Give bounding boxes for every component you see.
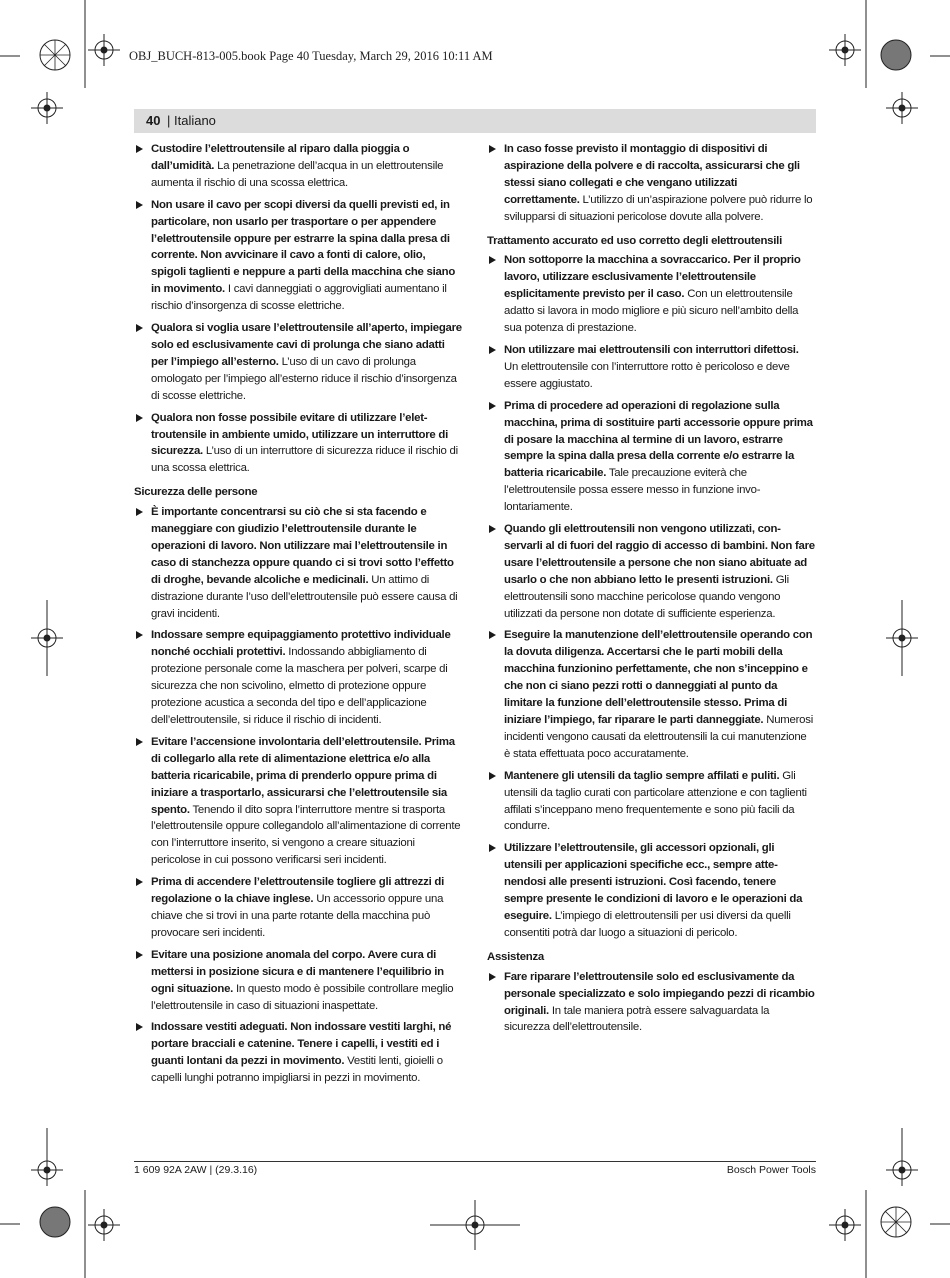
triangle-bullet-icon xyxy=(489,145,496,153)
footer-brand: Bosch Power Tools xyxy=(726,1164,816,1176)
left-column xyxy=(134,141,462,1092)
bullet-body-text: Tale precauzione eviterà che l’elettroutensile possa essere messo in funzione involontariamente. xyxy=(504,467,761,514)
section-title: | Italiano xyxy=(167,113,216,128)
bullet-bold-text: In caso fosse previsto il montaggio di dispositivi di aspirazione della polvere e di raccolta, assicurarsi che gli stessi siano collegati e che vengano utilizzati correttamente. xyxy=(504,143,800,206)
bullet-body-text: I cavi danneggiati o aggrovigliati aumentano il rischio d’insorgenza di scosse elettriche. xyxy=(151,283,447,313)
bullet-body-text: Vestiti lenti, gioielli o capelli lunghi potranno impigliarsi in pezzi in movimento. xyxy=(151,1055,443,1085)
bullet-bold-text: Qualora si voglia usare l’elettroutensile all’aperto, impiegare solo ed esclusivamente cavi di prolunga che siano adatti per l’impiego all’esterno. xyxy=(151,322,462,368)
bullet-body-text: L’uso di un interruttore di sicurezza riduce il rischio di una scossa elettrica. xyxy=(151,445,458,475)
bullet-body-text: Gli elettroutensili sono macchine pericolose quando vengono utilizzati da persone non dotate di sufficiente esperienza. xyxy=(504,573,789,620)
triangle-bullet-icon xyxy=(489,402,496,410)
bullet-body-text: L’uso di un cavo di prolunga omologato per l’impiego all’esterno riduce il rischio d’insorgenza di scosse elettriche. xyxy=(151,355,457,402)
triangle-bullet-icon xyxy=(489,631,496,639)
triangle-bullet-icon xyxy=(136,878,143,886)
bullet-item xyxy=(134,1019,462,1087)
bullet-bold-text: Evitare l’accensione involontaria dell’elettroutensile. Prima di collegarlo alla rete di alimentazione elettrica e/o alla batteria ricaricabile, prima di prenderlo oppure prima di iniziare a trasportarlo, assicurarsi che l’elettroutensile sia spento. xyxy=(151,735,455,816)
bullet-item xyxy=(134,947,462,1015)
triangle-bullet-icon xyxy=(489,525,496,533)
bullet-body-text: Un accessorio oppure una chiave che si trovi in una parte rotante della macchina può provocare seri incidenti. xyxy=(151,893,444,939)
bullet-bold-text: Fare riparare l’elettroutensile solo ed esclusivamente da personale specializzato e solo impiegando pezzi di ricambio originali. xyxy=(504,970,815,1017)
bullet-body-text: In questo modo è possibile controllare meglio l’elettroutensile in caso di situazioni inaspettate. xyxy=(151,982,454,1012)
triangle-bullet-icon xyxy=(136,951,143,959)
bullet-body-text: L’utilizzo di un’aspirazione polvere può ridurre lo svilupparsi di situazioni pericolose dovute alla polvere. xyxy=(504,193,813,223)
page-header xyxy=(134,109,816,133)
bullet-body-text: Indossando abbigliamento di protezione personale come la maschera per polveri, scarpe di sicurezza che non scivolino, elmetto di protezione oppure protezione acustica a seconda del tipo e dell’applicazione dell’elettroutensile, si riduce il rischio di incidenti. xyxy=(151,646,448,726)
bullet-bold-text: Prima di procedere ad operazioni di regolazione sulla macchina, prima di sostituire parti accessorie oppure prima di posare la macchina al termine di un lavoro, estrarre sempre la spina dalla presa della corrente e/o estrarre la batteria ricaricabile. xyxy=(504,399,813,480)
bullet-bold-text: Eseguire la manutenzione dell’elettroutensile operando con la dovuta diligenza. Accertarsi che le parti mobili della macchina funzionino perfettamente, che non s’inceppino e che non ci siano pezzi rotti o danneggiati al punto da limitare la funzione dell’elettroutensile stesso. Prima di iniziare l’impiego, far riparare le parti danneggiate. xyxy=(504,629,813,726)
triangle-bullet-icon xyxy=(489,844,496,852)
bullet-bold-text: Indossare sempre equipaggiamento protettivo individuale nonché occhiali protettivi. xyxy=(151,629,451,659)
bullet-item xyxy=(134,874,462,942)
bullet-body-text: Un elettroutensile con l’interruttore rotto è pericoloso e deve essere aggiustato. xyxy=(504,360,790,390)
bullet-item xyxy=(134,197,462,315)
bullet-bold-text: Non sottoporre la macchina a sovraccarico. Per il proprio lavoro, utilizzare esclusivamente l’elettroutensile esplicitamente previsto per il caso. xyxy=(504,254,801,301)
bullet-item xyxy=(134,734,462,869)
bullet-bold-text: Custodire l’elettroutensile al riparo dalla pioggia o dall’umidità. xyxy=(151,143,410,172)
triangle-bullet-icon xyxy=(136,201,143,209)
bullet-bold-text: Prima di accendere l’elettroutensile togliere gli attrezzi di regolazione o la chiave inglese. xyxy=(151,876,445,906)
bullet-bold-text: Non utilizzare mai elettroutensili con interruttori difettosi. xyxy=(504,343,799,356)
triangle-bullet-icon xyxy=(489,772,496,780)
bullet-item xyxy=(134,627,462,728)
bullet-item xyxy=(487,141,815,226)
triangle-bullet-icon xyxy=(136,631,143,639)
bullet-item xyxy=(134,504,462,622)
bullet-item xyxy=(487,521,815,622)
bullet-body-text: L’impiego di elettroutensili per usi diversi da quelli consentiti potrà dar luogo a situazioni di pericolo. xyxy=(504,909,791,939)
bullet-item xyxy=(134,141,462,192)
footer-rule xyxy=(134,1161,816,1162)
triangle-bullet-icon xyxy=(136,738,143,746)
page-number: 40 xyxy=(146,113,161,128)
bullet-body-text: La penetrazione dell’acqua in un elettroutensile aumenta il rischio di una scossa elettrica. xyxy=(151,159,444,189)
bullet-bold-text: Utilizzare l’elettroutensile, gli accessori opzionali, gli utensili per applicazioni specifiche ecc., sempre attenendosi alle presenti istruzioni. Così facendo, tenere sempre presente le condizioni di lavoro e le operazioni da eseguire. xyxy=(504,842,803,922)
bullet-bold-text: Quando gli elettroutensili non vengono utilizzati, conservarli al di fuori del raggio di accesso di bambini. Non fare usare l’elettroutensile a persone che non siano abituate ad usarlo o che non abbiano letto le presenti istruzioni. xyxy=(504,523,815,586)
footer-doc-number: 1 609 92A 2AW | (29.3.16) xyxy=(134,1164,258,1176)
bullet-bold-text: Qualora non fosse possibile evitare di utilizzare l’elettroutensile in ambiente umido, utilizzare un interruttore di sicurezza. xyxy=(151,411,449,458)
triangle-bullet-icon xyxy=(136,508,143,516)
section-heading: Assistenza xyxy=(487,950,545,963)
bullet-item xyxy=(134,320,462,405)
bullet-bold-text: È importante concentrarsi su ciò che si sta facendo e maneggiare con giudizio l’elettroutensile durante le operazioni di lavoro. Non utilizzare mai l’elettroutensile in caso di stanchezza oppure quando ci si trovi sotto l’effetto di droghe, bevande alcoliche e medicinali. xyxy=(151,506,454,586)
bullet-item xyxy=(487,252,815,337)
bullet-body-text: Tenendo il dito sopra l’interruttore mentre si trasporta l’elettroutensile oppure collegandolo all’alimentazione di corrente con l’interruttore inserito, si vengono a creare situazioni pericolose in cui possono verificarsi seri incidenti. xyxy=(151,803,461,867)
bullet-bold-text: Non usare il cavo per scopi diversi da quelli previsti ed, in particolare, non usarlo per trasportare o per appendere l’elettroutensile oppure per estrarre la spina dalla presa di corrente. Non avvicinare il cavo a fonti di calore, olio, spigoli taglienti e neppure a parti della macchina che siano in movimento. xyxy=(151,198,456,296)
bullet-bold-text: Indossare vestiti adeguati. Non indossare vestiti larghi, né portare bracciali e catenine. Tenere i capelli, i vestiti ed i guanti lontani da pezzi in movimento. xyxy=(151,1021,452,1068)
bullet-item xyxy=(487,969,815,1037)
triangle-bullet-icon xyxy=(489,256,496,264)
bullet-body-text: Un attimo di distrazione durante l’uso dell’elettroutensile può essere causa di gravi incidenti. xyxy=(151,573,458,620)
bullet-body-text: Con un elettroutensile adatto si lavora in modo migliore e più sicuro nell’ambito della sua potenza di prestazione. xyxy=(504,288,799,335)
bullet-item xyxy=(487,768,815,836)
bullet-bold-text: Evitare una posizione anomala del corpo. Avere cura di mettersi in posizione sicura e di mantenere l’equilibrio in ogni situazione. xyxy=(151,948,444,995)
print-slug: OBJ_BUCH-813-005.book Page 40 Tuesday, March 29, 2016 10:11 AM xyxy=(129,49,493,63)
bullet-item xyxy=(487,342,815,393)
bullet-item xyxy=(487,627,815,762)
triangle-bullet-icon xyxy=(136,145,143,153)
bullet-bold-text: Mantenere gli utensili da taglio sempre affilati e puliti. xyxy=(504,769,780,782)
triangle-bullet-icon xyxy=(489,973,496,981)
triangle-bullet-icon xyxy=(489,346,496,354)
bullet-item xyxy=(134,410,462,478)
right-column xyxy=(487,141,815,1041)
bullet-body-text: In tale maniera potrà essere salvaguardata la sicurezza dell’elettroutensile. xyxy=(504,1004,770,1034)
section-heading: Trattamento accurato ed uso corretto degli elettroutensili xyxy=(487,234,783,247)
triangle-bullet-icon xyxy=(136,1023,143,1031)
bullet-body-text: Numerosi incidenti vengono causati da elettroutensili la cui manutenzione è stata effettuata poco accuratamente. xyxy=(504,714,813,760)
bullet-body-text: Gli utensili da taglio curati con particolare attenzione e con taglienti affilati s’inceppano meno frequentemente e sono più facili da condurre. xyxy=(504,769,807,833)
bullet-item xyxy=(487,840,815,941)
bullet-item xyxy=(487,398,815,516)
triangle-bullet-icon xyxy=(136,324,143,332)
section-heading: Sicurezza delle persone xyxy=(134,486,258,499)
triangle-bullet-icon xyxy=(136,414,143,422)
